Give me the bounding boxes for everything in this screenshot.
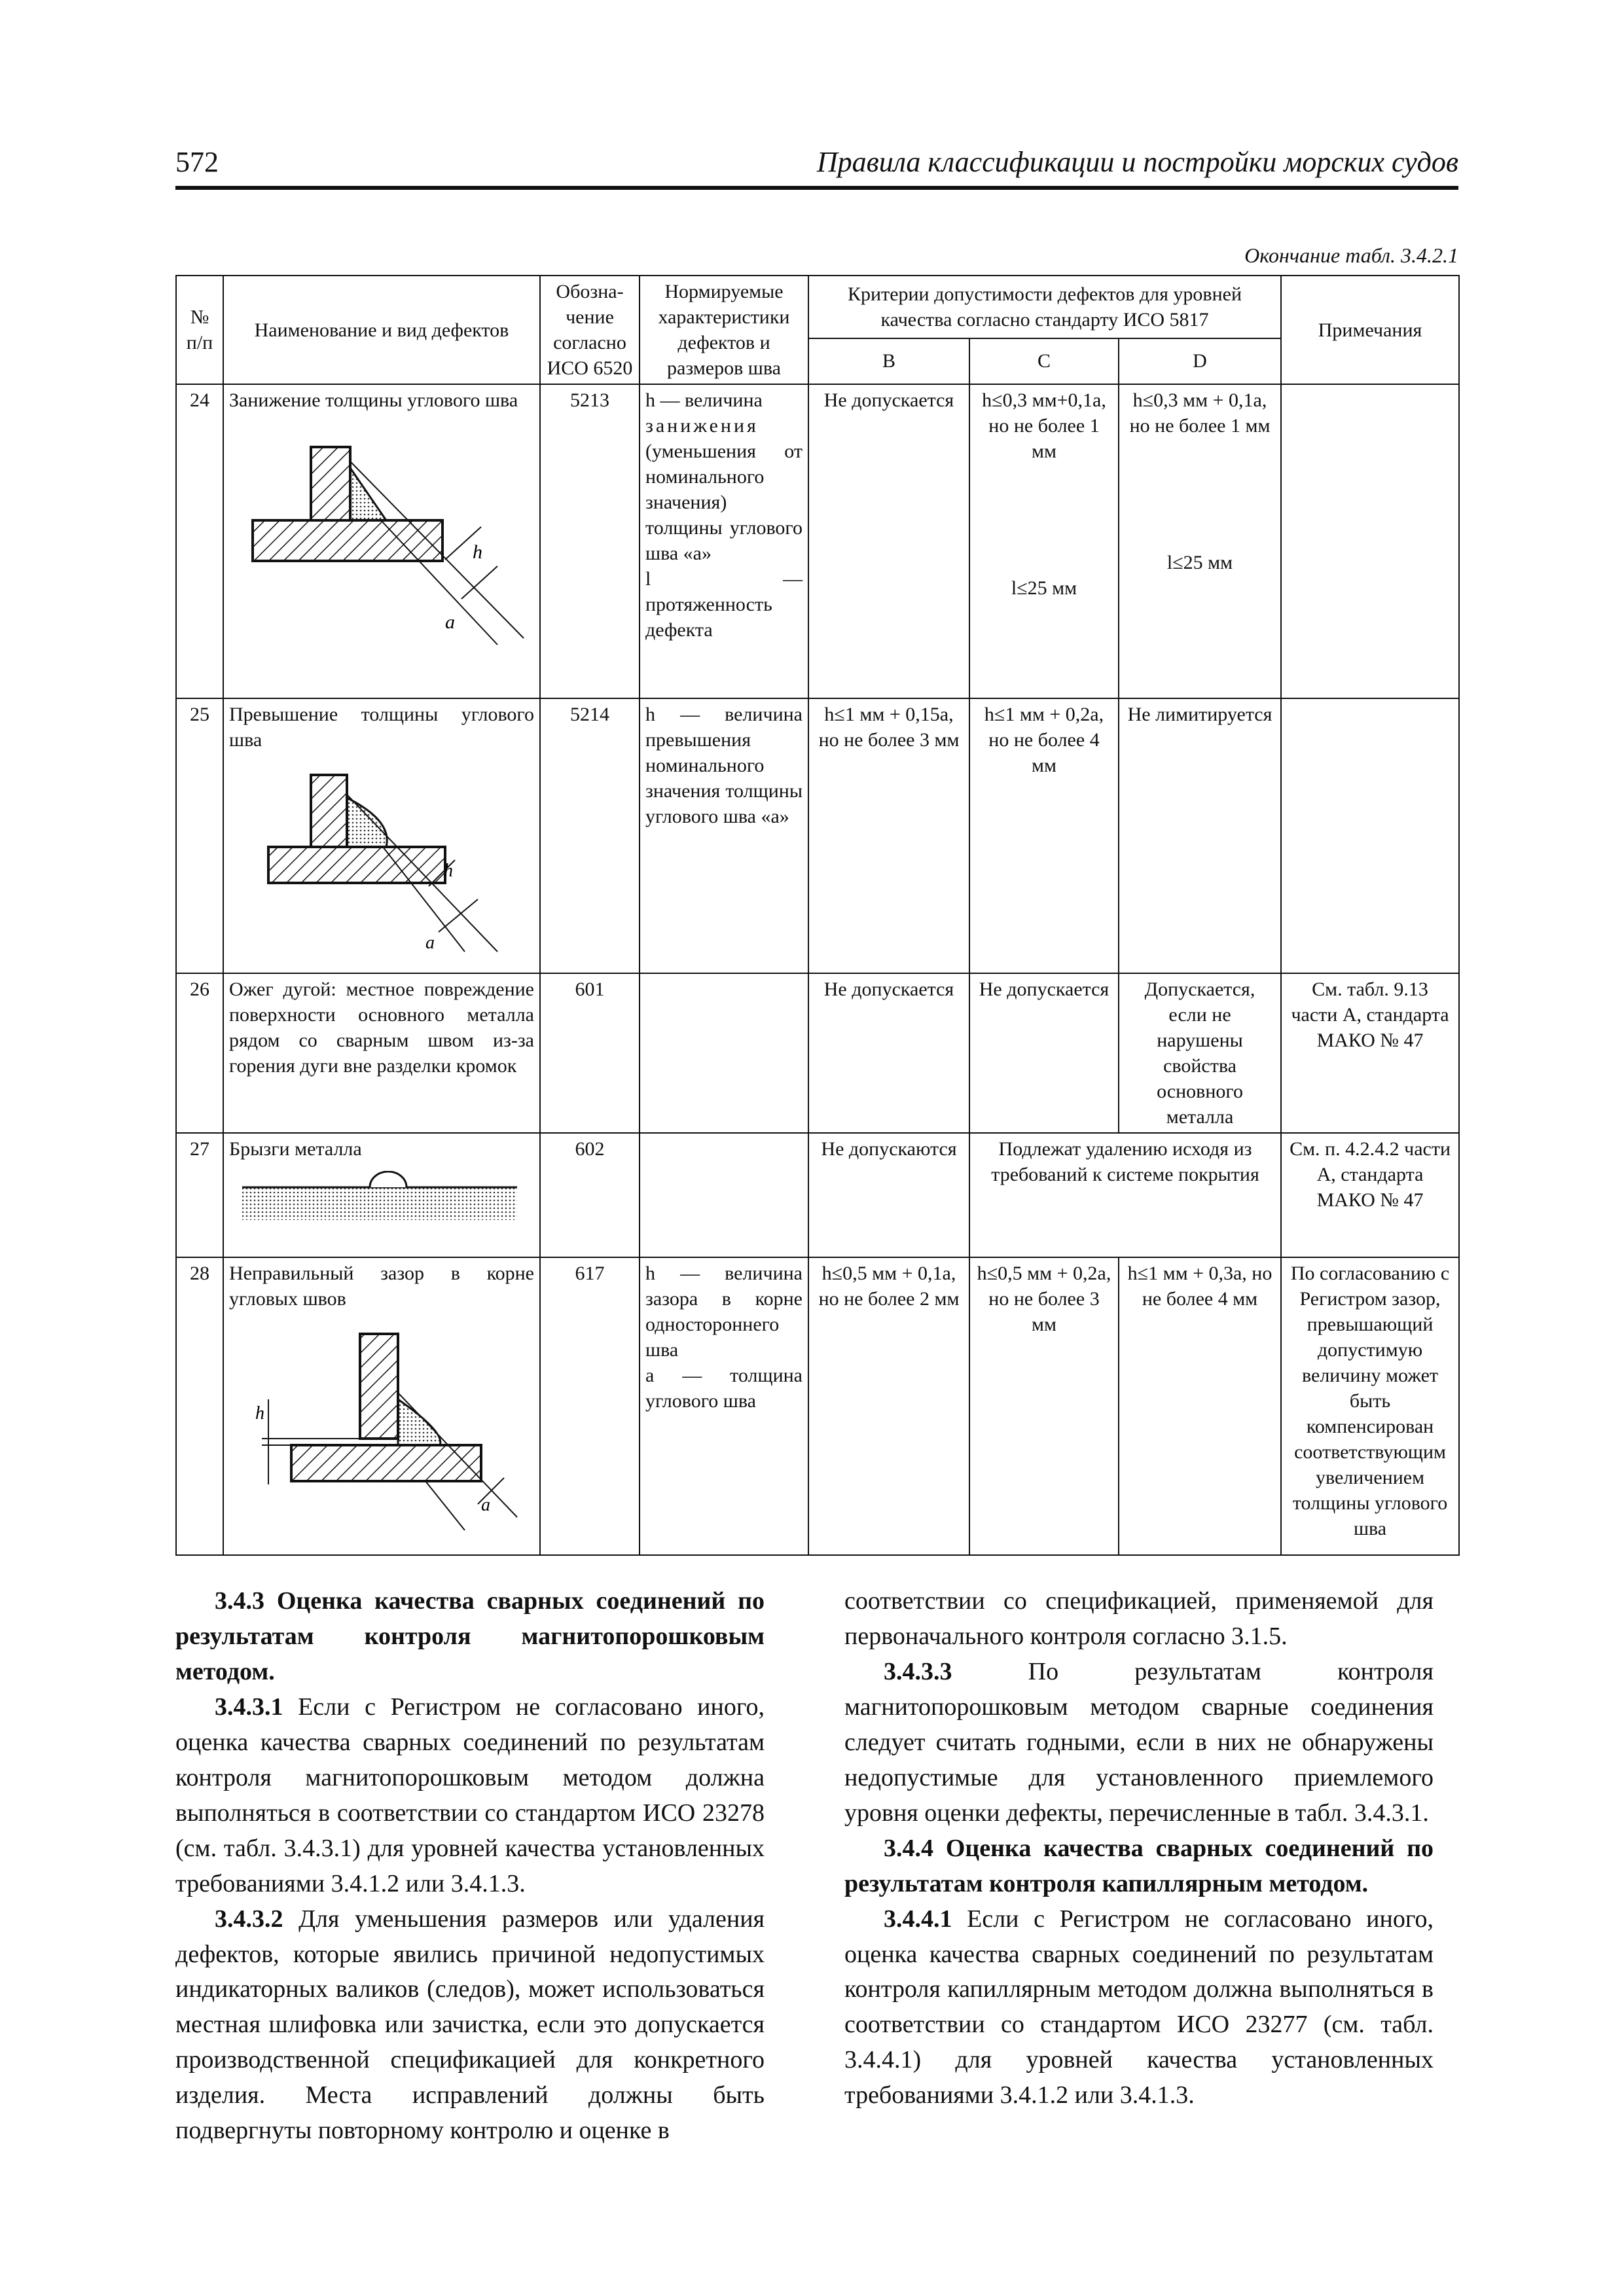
- fillet-weld-underfill-figure: [229, 422, 534, 658]
- row-num: 27: [176, 1133, 223, 1257]
- header-name: Наименование и вид дефектов: [223, 276, 540, 384]
- row-num: 28: [176, 1257, 223, 1555]
- clause-number: 3.4.3.1: [215, 1693, 283, 1721]
- row-name-cell: [223, 384, 540, 698]
- row-name-cell: [223, 698, 540, 973]
- row-level-b: Не допускается: [808, 384, 969, 698]
- clause-number: 3.4.3.3: [884, 1657, 952, 1685]
- page-number: 572: [175, 146, 219, 178]
- defects-table: [175, 275, 1460, 1556]
- row-name: Неправильный зазор в корне угловых швов: [229, 1263, 534, 1310]
- row-name-cell: [223, 1257, 540, 1555]
- row-note: [1281, 698, 1459, 973]
- row-level-d-cell: [1119, 384, 1281, 698]
- row-norms-cell: [640, 384, 808, 698]
- row-level-c-cell: [969, 384, 1119, 698]
- dimension-label-a: a: [445, 611, 455, 633]
- clause-text: Если с Регистром не согласовано иного, оценка качества сварных соединений по результатам контроля магнитопорошковым методом должна выполняться в соответствии со стандартом ИСО 23278 (см. табл. 3.4.3.1) для уровней качества установленных требованиями 3.4.1.2 или 3.4.1.3.: [175, 1693, 765, 1897]
- paragraph-3-4-3-2: [175, 1902, 765, 2149]
- table-row: [176, 1257, 1459, 1555]
- clause-text: Для уменьшения размеров или удаления дефектов, которые явились причиной недопустимых индикаторных валиков (следов), может использоваться местная шлифовка или зачистка, если это допускается производственной спецификацией для конкретного изделия. Места исправлений должны быть подвергнуты повторному контролю и оценке в: [175, 1905, 765, 2145]
- dimension-label-a: a: [481, 1495, 490, 1515]
- row-note: [1281, 384, 1459, 698]
- row-level-c: h≤0,5 мм + 0,2a, но не более 3 мм: [969, 1257, 1119, 1555]
- norm-text: h — величина зазора в корне одностороннего шва: [645, 1263, 803, 1361]
- norm-text: a — толщина углового шва: [645, 1365, 803, 1412]
- section-3-4-3-title: 3.4.3 Оценка качества сварных соединений по результатам контроля магнитопорошковым методом.: [175, 1587, 765, 1685]
- table-row: [176, 1133, 1459, 1257]
- header-level-b: B: [808, 338, 969, 384]
- row-norms-cell: [640, 1257, 808, 1555]
- page-header: [175, 145, 1458, 190]
- paragraph-3-4-4-1: [844, 1902, 1434, 2114]
- paragraph-3-4-3-2-continued: соответствии со спецификацией, применяемой для первоначального контроля согласно 3.1.5.: [844, 1587, 1434, 1650]
- norm-text: (уменьшения от номинального значения) толщины углового шва «a»: [645, 440, 803, 564]
- header-level-c: C: [969, 338, 1119, 384]
- norm-text: h — величина: [645, 389, 763, 411]
- dimension-label-a: a: [425, 933, 435, 953]
- dimension-label-h: h: [473, 541, 482, 563]
- row-level-d-length: l≤25 мм: [1166, 552, 1233, 573]
- header-level-d: D: [1119, 338, 1281, 384]
- header-criteria: Критерии допустимости дефектов для уровней качества согласно стандарту ИСО 5817: [808, 276, 1281, 338]
- row-level-d: h≤0,3 мм + 0,1a, но не более 1 мм: [1129, 389, 1271, 437]
- table-row: [176, 973, 1459, 1133]
- running-title: Правила классификации и постройки морских судов: [816, 146, 1458, 178]
- row-level-b: h≤0,5 мм + 0,1a, но не более 2 мм: [808, 1257, 969, 1555]
- row-name: Брызги металла: [229, 1138, 362, 1160]
- table-row: [176, 698, 1459, 973]
- row-name: Ожег дугой: местное повреждение поверхности основного металла рядом со сварным швом из-за горения дуги вне разделки кромок: [223, 973, 540, 1133]
- row-note: См. п. 4.2.4.2 части А, стандарта МАКО № 47: [1281, 1133, 1459, 1257]
- row-level-b: Не допускаются: [808, 1133, 969, 1257]
- fillet-weld-excess-figure: [229, 762, 534, 958]
- row-code: 5214: [540, 698, 640, 973]
- row-level-d: Не лимитируется: [1119, 698, 1281, 973]
- row-note: По согласованию с Регистром зазор, превышающий допустимую величину может быть компенсирован соответствующим увеличением толщины углового шва: [1281, 1257, 1459, 1555]
- row-level-cd: Подлежат удалению исходя из требований к системе покрытия: [969, 1133, 1281, 1257]
- dimension-label-h: h: [255, 1403, 264, 1424]
- table-row: [176, 384, 1459, 698]
- row-level-c: h≤1 мм + 0,2a, но не более 4 мм: [969, 698, 1119, 973]
- clause-text: По результатам контроля магнитопорошковым методом сварные соединения следует считать годными, если в них не обнаружены недопустимые для установленного приемлемого уровня оценки дефекты, перечисленные в табл. 3.4.3.1.: [844, 1657, 1434, 1827]
- row-level-b: Не допускается: [808, 973, 969, 1133]
- row-name: Превышение толщины углового шва: [229, 704, 534, 751]
- row-code: 601: [540, 973, 640, 1133]
- root-gap-figure: [229, 1321, 534, 1537]
- header-norms: Нормируемые характеристики дефектов и размеров шва: [640, 276, 808, 384]
- spatter-figure: [229, 1171, 534, 1223]
- row-code: 5213: [540, 384, 640, 698]
- row-level-c-length: l≤25 мм: [1011, 577, 1077, 599]
- row-code: 602: [540, 1133, 640, 1257]
- row-level-d: Допускается, если не нарушены свойства основного металла: [1119, 973, 1281, 1133]
- row-note: См. табл. 9.13 части А, стандарта МАКО № 47: [1281, 973, 1459, 1133]
- clause-text: Если с Регистром не согласовано иного, оценка качества сварных соединений по результатам контроля капиллярным методом должна выполняться в соответствии со стандартом ИСО 23277 (см. табл. 3.4.4.1) для уровней качества установленных требованиями 3.4.1.2 или 3.4.1.3.: [844, 1905, 1434, 2109]
- row-num: 26: [176, 973, 223, 1133]
- row-norms: [640, 973, 808, 1133]
- row-level-c: h≤0,3 мм+0,1a, но не более 1 мм: [982, 389, 1106, 462]
- row-norms: [640, 1133, 808, 1257]
- row-norms: h — величина превышения номинального значения толщины углового шва «a»: [640, 698, 808, 973]
- paragraph-3-4-3-3: [844, 1655, 1434, 1831]
- header-designation: Обозна- чение согласно ИСО 6520: [540, 276, 640, 384]
- header-num: № п/п: [176, 276, 223, 384]
- row-level-d: h≤1 мм + 0,3a, но не более 4 мм: [1119, 1257, 1281, 1555]
- row-num: 24: [176, 384, 223, 698]
- norm-text: занижения: [645, 415, 759, 437]
- row-name: Занижение толщины углового шва: [229, 389, 518, 411]
- text-column-left: [175, 1584, 765, 2149]
- row-num: 25: [176, 698, 223, 973]
- row-name-cell: [223, 1133, 540, 1257]
- dimension-label-h: h: [444, 861, 453, 881]
- row-level-c: Не допускается: [969, 973, 1119, 1133]
- row-code: 617: [540, 1257, 640, 1555]
- norm-text: l — протяженность дефекта: [645, 568, 803, 641]
- header-notes: Примечания: [1281, 276, 1459, 384]
- section-3-4-4-title: 3.4.4 Оценка качества сварных соединений по результатам контроля капиллярным методом.: [844, 1834, 1434, 1897]
- clause-number: 3.4.4.1: [884, 1905, 952, 1933]
- text-column-right: [844, 1584, 1434, 2113]
- table-caption: Окончание табл. 3.4.2.1: [1244, 243, 1458, 267]
- row-level-b: h≤1 мм + 0,15a, но не более 3 мм: [808, 698, 969, 973]
- paragraph-3-4-3-1: [175, 1690, 765, 1902]
- clause-number: 3.4.3.2: [215, 1905, 283, 1933]
